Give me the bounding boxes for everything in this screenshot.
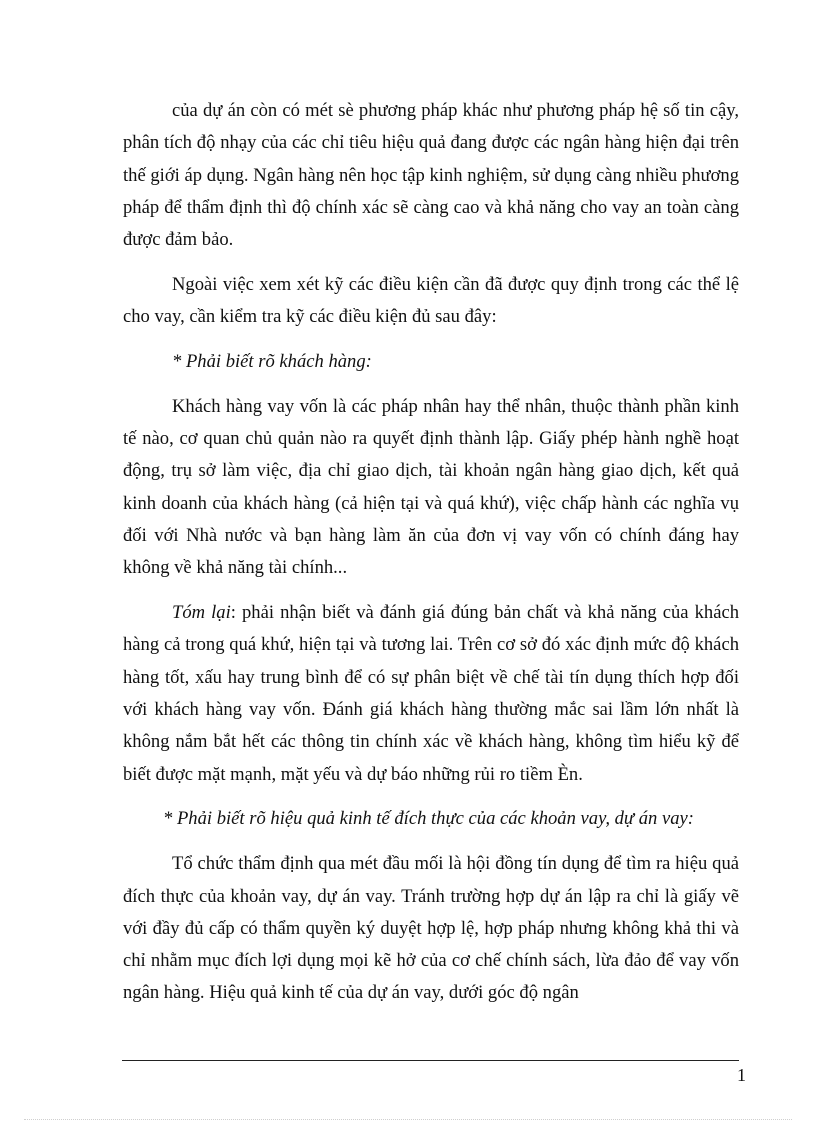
page-number: 1: [737, 1065, 746, 1085]
heading-know-efficiency: * Phải biết rõ hiệu quả kinh tế đích thực của các khoản vay, dự án vay:: [163, 808, 694, 830]
paragraph-methods: của dự án còn có mét sè phương pháp khác như phương pháp hệ số tin cậy, phân tích độ nhạy của các chỉ tiêu hiệu quả đang được các ngân hàng hiện đại trên thế giới áp dụng. Ngân hàng nên học tập kinh nghiệm, sử dụng càng nhiều phương pháp để thẩm định thì độ chính xác sẽ càng cao và khả năng cho vay an toàn càng được đảm bảo.: [123, 100, 739, 251]
summary-lead: Tóm lại: [172, 602, 231, 624]
paragraph-customer: Khách hàng vay vốn là các pháp nhân hay thể nhân, thuộc thành phần kinh tế nào, cơ quan chủ quản nào ra quyết định thành lập. Giấy phép hành nghề hoạt động, trụ sở làm việc, địa chỉ giao dịch, tài khoản ngân hàng giao dịch, kết quả kinh doanh của khách hàng (cả hiện tại và quá khứ), việc chấp hành các nghĩa vụ đối với Nhà nước và bạn hàng làm ăn của đơn vị vay vốn có chính đáng hay không về khả năng tài chính...: [123, 395, 739, 579]
footer-divider: [122, 1060, 739, 1061]
summary-text: : phải nhận biết và đánh giá đúng bản chất và khả năng của khách hàng cả trong quá khứ, hiện tại và tương lai. Trên cơ sở đó xác định mức độ khách hàng tốt, xấu hay trung bình để có sự phân biệt về chế tài tín dụng thích hợp đối với khách hàng vay vốn. Đánh giá khách hàng thường mắc sai lầm lớn nhất là không nắm bắt hết các thông tin chính xác về khách hàng, không tìm hiểu kỹ để biết được mặt mạnh, mặt yếu và dự báo những rủi ro tiềm Èn.: [123, 602, 740, 785]
page-bottom-edge: [24, 1119, 792, 1120]
heading-know-customer: * Phải biết rõ khách hàng:: [172, 351, 372, 373]
paragraph-conditions: Ngoài việc xem xét kỹ các điều kiện cần đã được quy định trong các thể lệ cho vay, cần kiểm tra kỹ các điều kiện đủ sau đây:: [123, 273, 739, 328]
paragraph-appraisal: Tổ chức thẩm định qua mét đầu mối là hội đồng tín dụng để tìm ra hiệu quả đích thực của khoản vay, dự án vay. Tránh trường hợp dự án lập ra chỉ là giấy vẽ với đầy đủ cấp có thẩm quyền ký duyệt hợp lệ, hợp pháp nhưng không khả thi và chỉ nhằm mục đích lợi dụng mọi kẽ hở của cơ chế chính sách, lừa đảo để vay vốn ngân hàng. Hiệu quả kinh tế của dự án vay, dưới góc độ ngân: [123, 853, 739, 1004]
paragraph-summary: [123, 597, 739, 791]
document-body: [123, 95, 739, 1010]
